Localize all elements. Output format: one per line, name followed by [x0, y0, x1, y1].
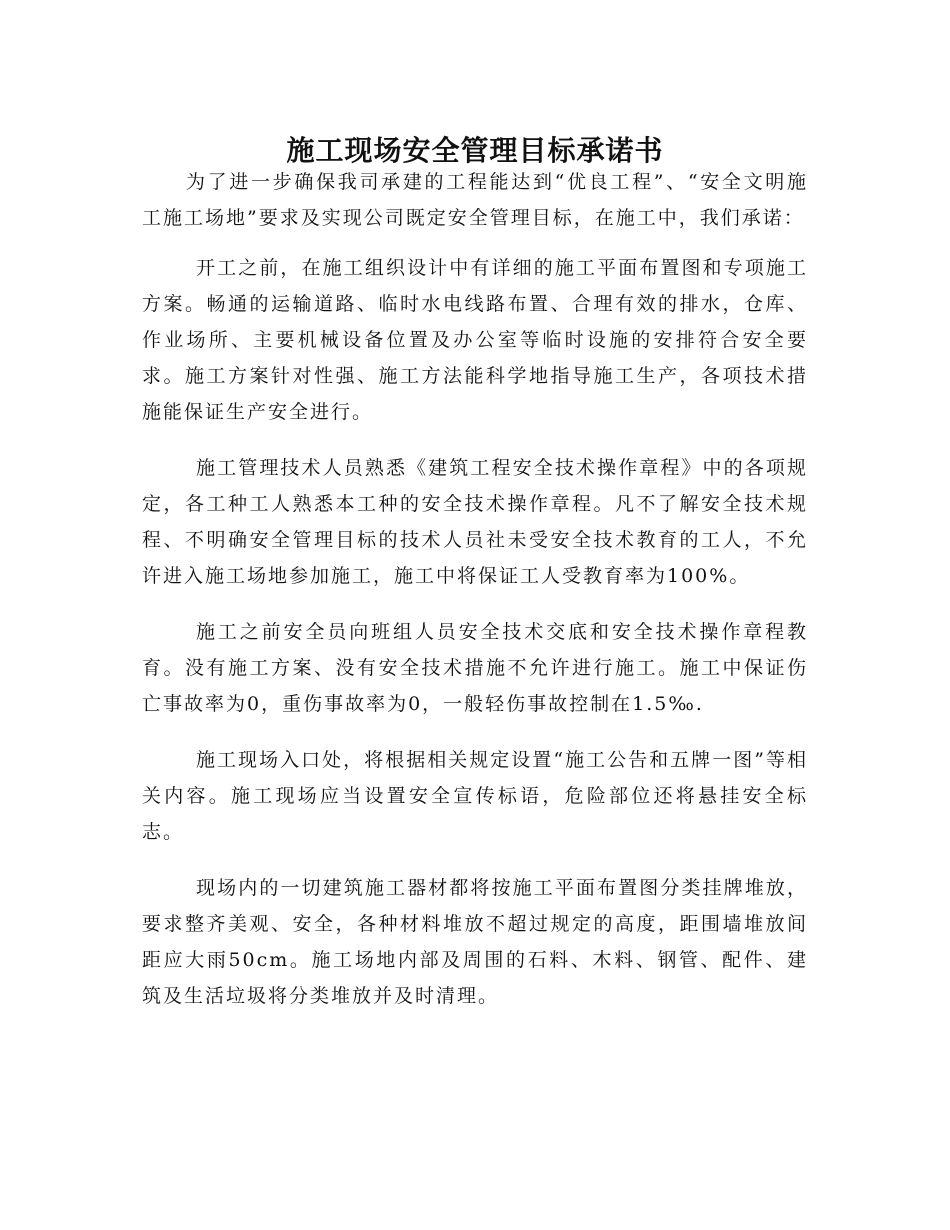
paragraph-intro: 为了进一步确保我司承建的工程能达到“优良工程”、“安全文明施工施工场地”要求及实现公司既定安全管理目标，在施工中，我们承诺： — [142, 171, 808, 229]
paragraph-materials-storage: 现场内的一切建筑施工器材都将按施工平面布置图分类挂牌堆放，要求整齐美观、安全，各种材料堆放不超过规定的高度，距围墙堆放间距应大雨50cm。施工场地内部及周围的石料、木料、钢管、配件、建筑及生活垃圾将分类堆放并及时清理。 — [142, 877, 808, 1007]
paragraph-site-entrance: 施工现场入口处，将根据相关规定设置“施工公告和五牌一图”等相关内容。施工现场应当设置安全宣传标语，危险部位还将悬挂安全标志。 — [142, 749, 808, 843]
paragraph-safety-briefing: 施工之前安全员向班组人员安全技术交底和安全技术操作章程教育。没有施工方案、没有安全技术措施不允许进行施工。施工中保证伤亡事故率为0，重伤事故率为0，一般轻伤事故控制在1.5‰. — [142, 621, 808, 715]
document-title: 施工现场安全管理目标承诺书 — [286, 133, 664, 167]
document-body — [142, 164, 808, 1034]
paragraph-technical-staff: 施工管理技术人员熟悉《建筑工程安全技术操作章程》中的各项规定，各工种工人熟悉本工种的安全技术操作章程。凡不了解安全技术规程、不明确安全管理目标的技术人员社未受安全技术教育的工人，不允许进入施工场地参加施工，施工中将保证工人受教育率为100%。 — [142, 457, 808, 587]
paragraph-construction-plan: 开工之前，在施工组织设计中有详细的施工平面布置图和专项施工方案。畅通的运输道路、临时水电线路布置、合理有效的排水，仓库、作业场所、主要机械设备位置及办公室等临时设施的安排符合安全要求。施工方案针对性强、施工方法能科学地指导施工生产，各项技术措施能保证生产安全进行。 — [142, 257, 808, 423]
